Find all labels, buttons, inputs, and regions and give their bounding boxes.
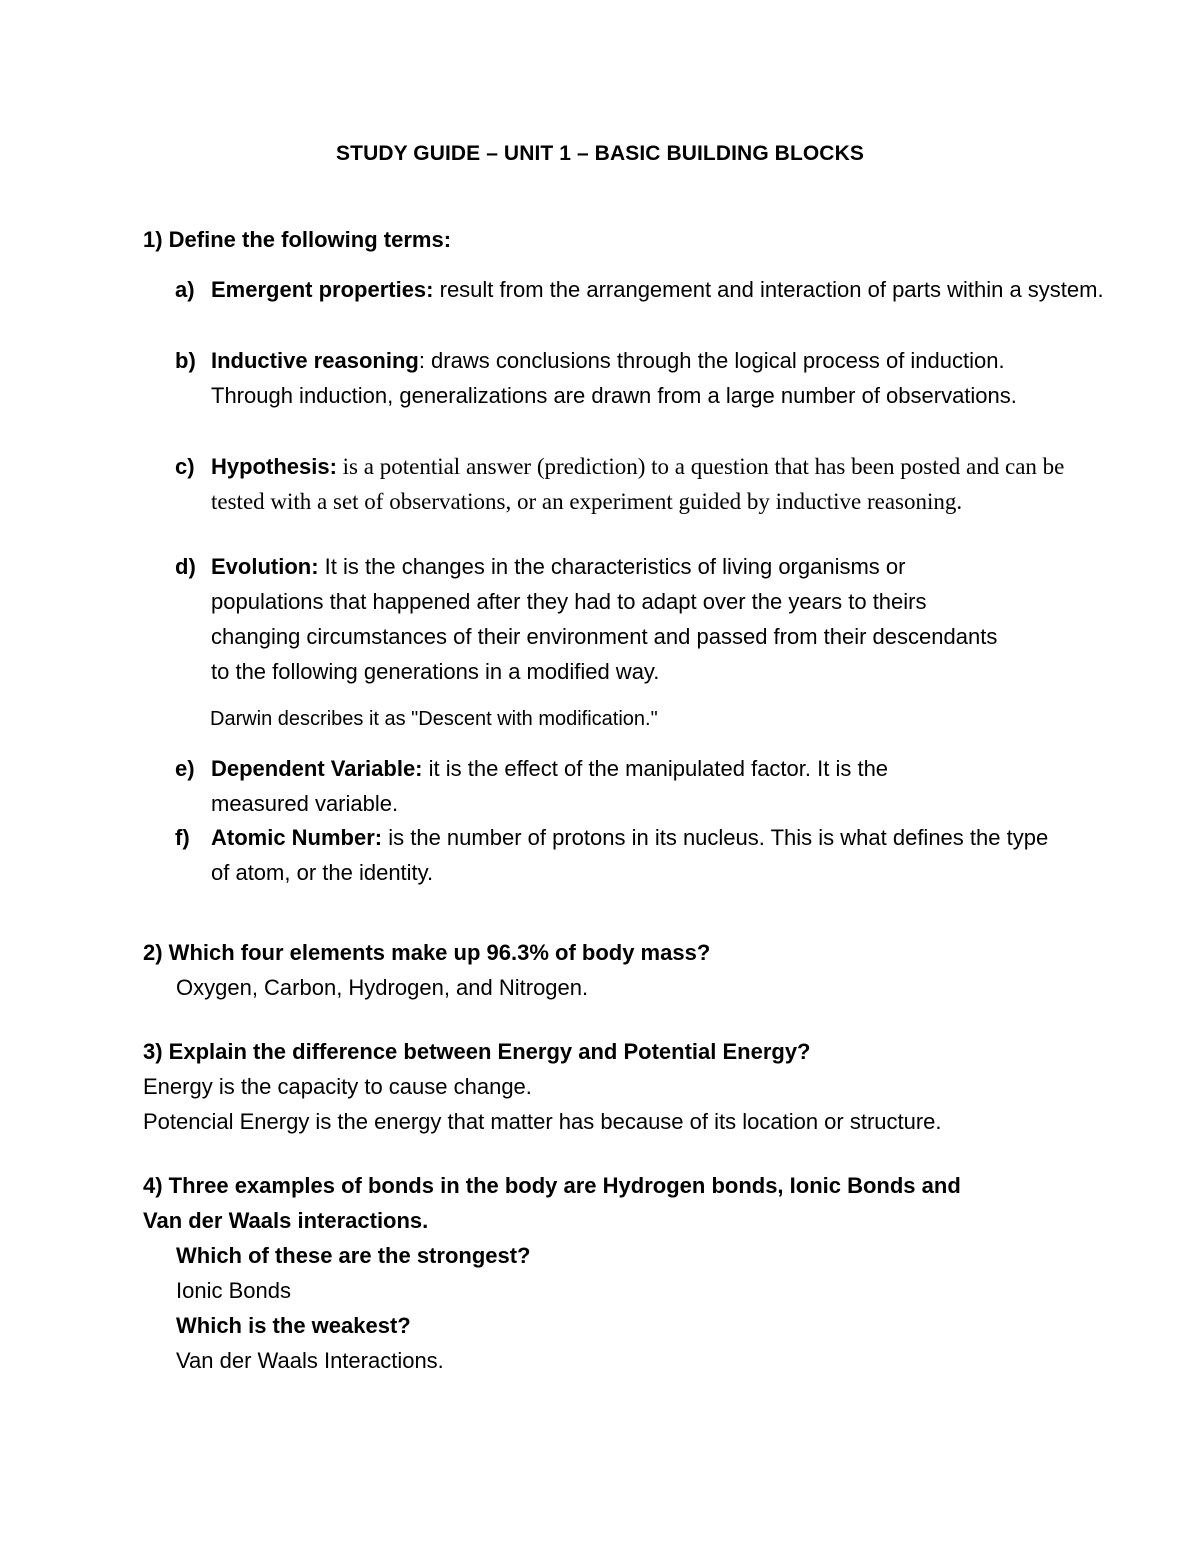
item-label: b) [175,348,196,373]
question-4-heading: 4) Three examples of bonds in the body are Hydrogen bonds, Ionic Bonds and [143,1173,961,1198]
term-item-c [143,449,1153,519]
darwin-note: Darwin describes it as "Descent with modification." [210,708,658,730]
term-name: Hypothesis: [211,454,337,479]
term-name: Emergent properties: [211,277,434,302]
item-label: e) [175,756,195,781]
term-definition: is a potential answer (prediction) to a question that has been posted and can be tested with a set of observations, or an experiment guided by inductive reasoning. [211,454,1065,514]
term-name: Evolution: [211,554,319,579]
item-label: d) [175,554,196,579]
term-name: Atomic Number: [211,825,383,850]
question-4-weakest-answer: Van der Waals Interactions. [176,1348,444,1373]
question-4-heading-continued: Van der Waals interactions. [143,1208,429,1233]
question-3-answer-energy: Energy is the capacity to cause change. [143,1074,532,1099]
question-1-heading: 1) Define the following terms: [143,227,452,252]
page-title: STUDY GUIDE – UNIT 1 – BASIC BUILDING BLOCKS [336,142,864,165]
term-item-e [143,751,1153,821]
question-2-heading: 2) Which four elements make up 96.3% of body mass? [143,940,711,965]
question-3-heading: 3) Explain the difference between Energy and Potential Energy? [143,1039,811,1064]
term-definition: is the number of protons in its nucleus. This is what defines the type of atom, or the identity. [211,825,1049,885]
term-name: Dependent Variable: [211,756,423,781]
term-definition: : draws conclusions through the logical process of induction. Through induction, generalizations are drawn from a large number of observations. [211,348,1017,408]
question-4-strongest-answer: Ionic Bonds [176,1278,291,1303]
item-label: a) [175,277,195,302]
term-definition: It is the changes in the characteristics of living organisms or populations that happened after they had to adapt over the years to theirs changing circumstances of their environment and passed from their descendants to the following generations in a modified way. [211,554,998,684]
question-4-strongest-prompt: Which of these are the strongest? [176,1243,531,1268]
question-4-weakest-prompt: Which is the weakest? [176,1313,411,1338]
term-item-f [143,820,1153,890]
term-item-d [143,549,1153,689]
term-definition: result from the arrangement and interaction of parts within a system. [433,277,1104,302]
term-definition: it is the effect of the manipulated factor. It is the measured variable. [211,756,889,816]
question-3-answer-potential: Potencial Energy is the energy that matter has because of its location or structure. [143,1109,942,1134]
term-name: Inductive reasoning [211,348,419,373]
item-label: c) [175,454,195,479]
term-item-b [143,343,1153,413]
term-item-a [143,272,1153,307]
question-2-answer: Oxygen, Carbon, Hydrogen, and Nitrogen. [176,975,589,1000]
item-label: f) [175,825,190,850]
